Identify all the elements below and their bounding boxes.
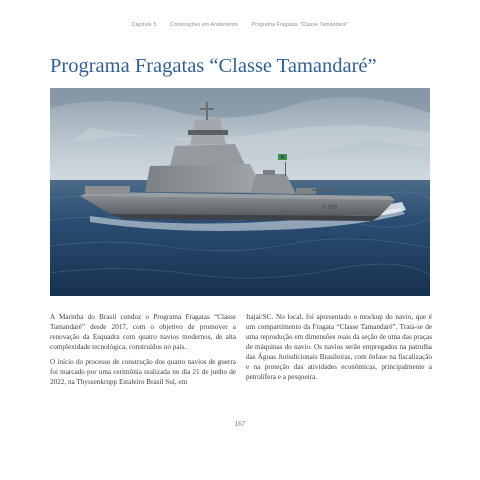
page-number: 167 — [234, 420, 246, 428]
paragraph: A Marinha do Brasil conduz o Programa Fragatas “Classe Tamandaré” desde 2017, com o objetivo de promover a renovação da Esquadra com quatro navios modernos, de alta complexidade tecnológica, construídos no país. — [50, 313, 236, 351]
body-column-left — [50, 312, 236, 392]
frigate-photo — [50, 88, 430, 296]
header-section: Construções em Andamento — [170, 22, 238, 28]
header-subsection: Programa Fragatas "Classe Tamandaré" — [251, 22, 349, 28]
paragraph: O início do processo de construção dos quatro navios de guerra foi marcado por uma cerimônia realizada no dia 21 de junho de 2022, na Thyssenkrupp Estaleiro Brasil Sul, em — [50, 358, 236, 386]
body-column-right — [246, 312, 432, 387]
frigate-illustration — [50, 88, 430, 296]
header-chapter: Capítulo 5 — [131, 22, 157, 28]
page-title: Programa Fragatas “Classe Tamandaré” — [50, 55, 377, 77]
running-header — [0, 22, 480, 28]
paragraph: Itajaí/SC. No local, foi apresentado o mockup do navio, que é um compartimento da Fragata “Classe Tamandaré”. Trata-se de uma reprodução em dimensões reais da seção de uma das praças de máquinas do navio. Os navios serão empregados na patrulha das Águas Jurisdicionais Brasileiras, com ênfase na fiscalização e na proteção das atividades econômicas, principalmente a petrolífera e a pesqueira. — [246, 313, 432, 381]
svg-text:F 200: F 200 — [322, 205, 338, 211]
